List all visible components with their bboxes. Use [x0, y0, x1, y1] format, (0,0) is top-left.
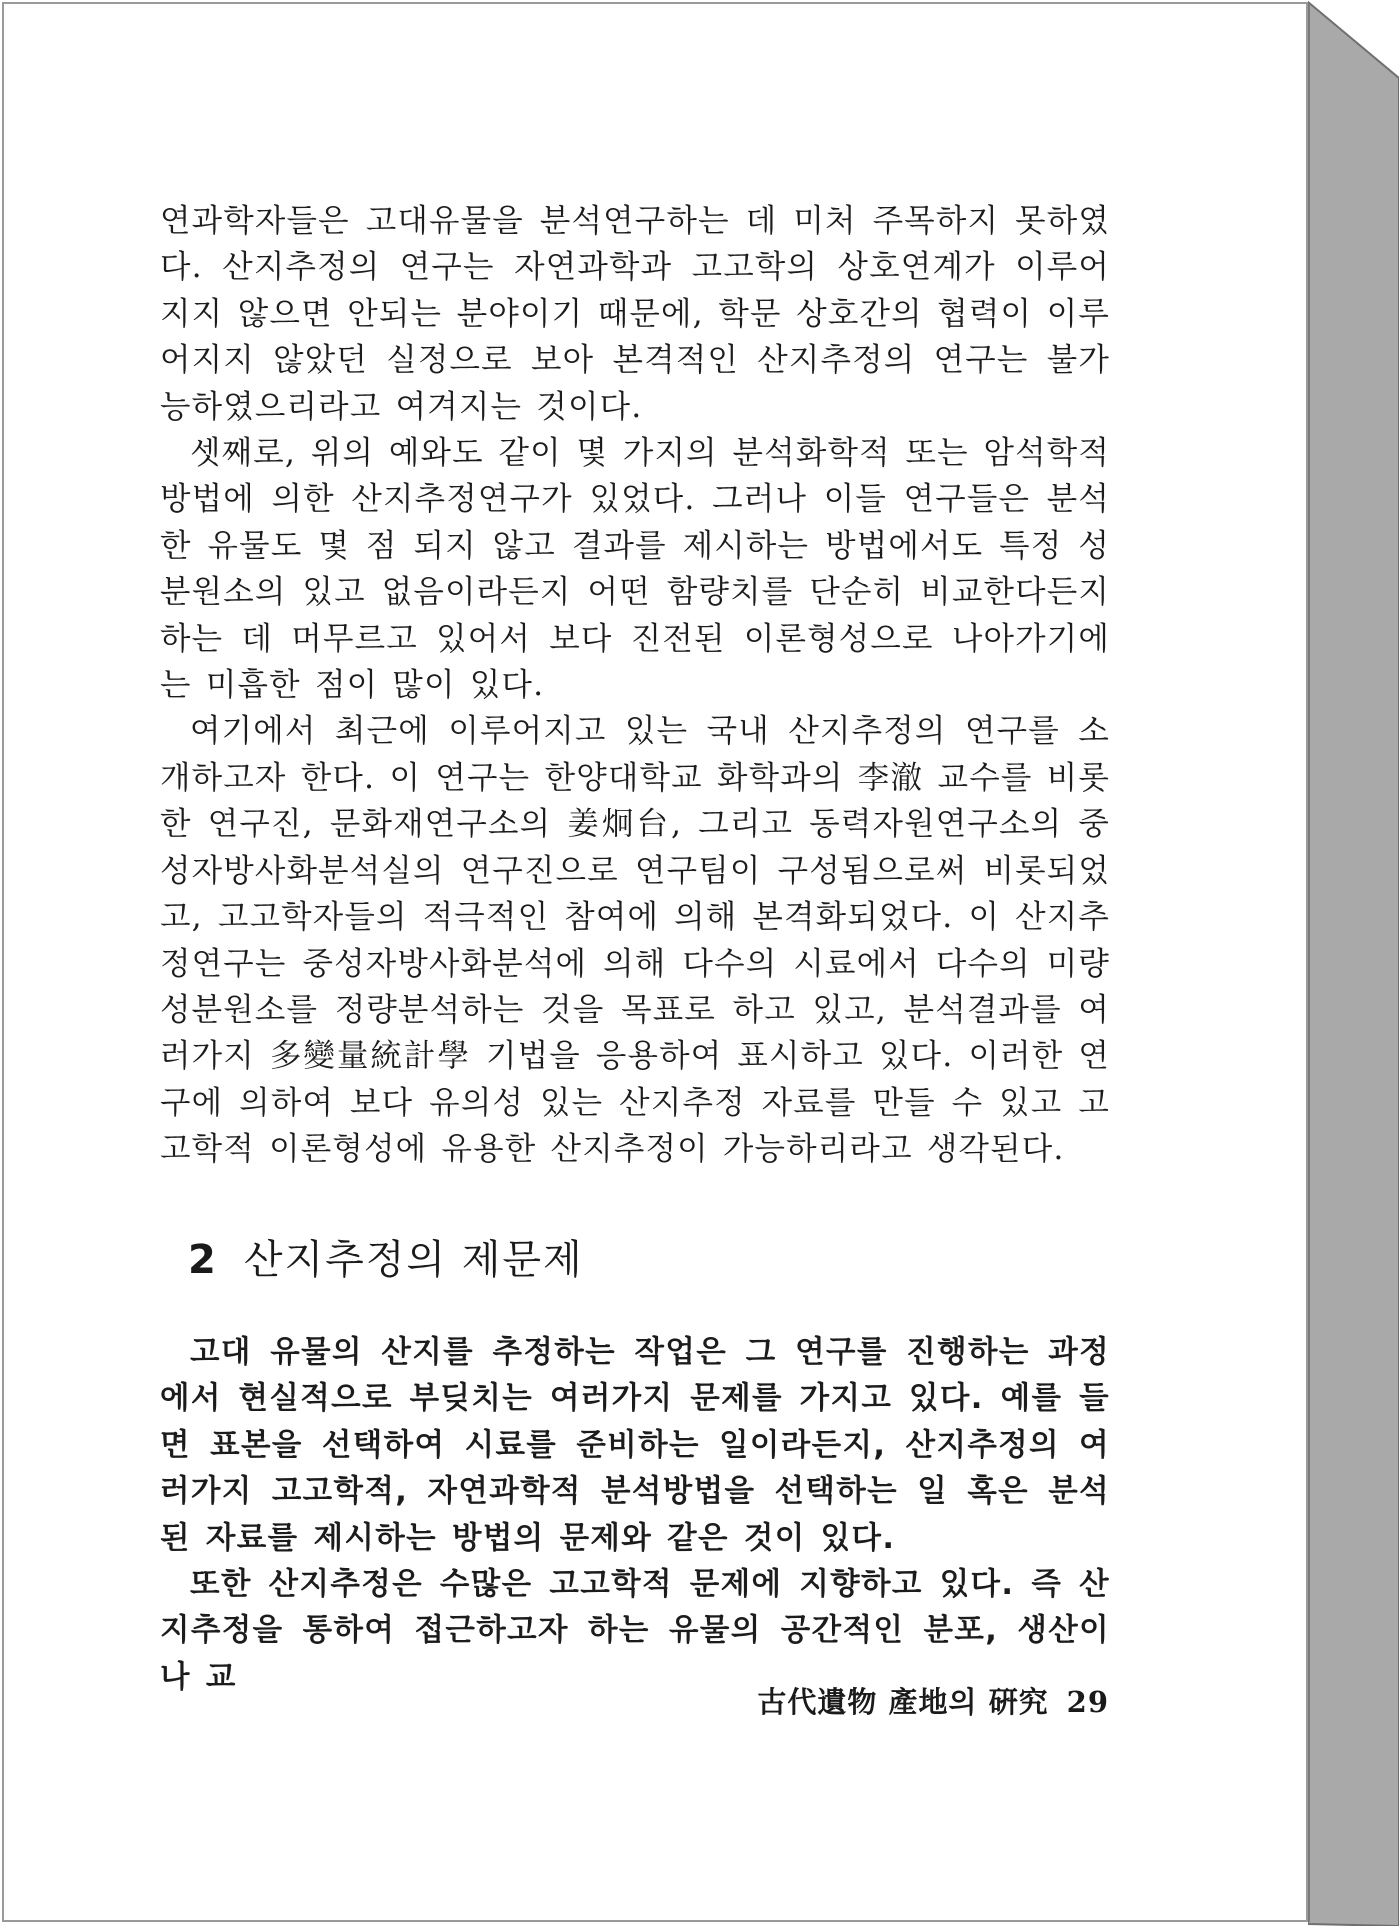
paragraph-2: 셋째로, 위의 예와도 같이 몇 가지의 분석화학적 또는 암석학적 방법에 의한 산지추정연구가 있었다. 그러나 이들 연구들은 분석한 유물도 몇 점 되지 않고 결과를 제시하는 방법에서도 특정 성분원소의 있고 없음이라든지 어떤 함량치를 단순히 비교한다든지 하는 데 머무르고 있어서 보다 진전된 이론형성으로 나아가기에는 미흡한 점이 많이 있다.	[160, 435, 1110, 704]
section-title: 산지추정의 제문제	[243, 1237, 584, 1283]
paragraph-3: 여기에서 최근에 이루어지고 있는 국내 산지추정의 연구를 소개하고자 한다. 이 연구는 한양대학교 화학과의 李澈 교수를 비롯한 연구진, 문화재연구소의 姜炯台, 그리고 동력자원연구소의 중성자방사화분석실의 연구진으로 연구팀이 구성됨으로써 비롯되었고, 고고학자들의 적극적인 참여에 의해 본격화되었다. 이 산지추정연구는 중성자방사화분석에 의해 다수의 시료에서 다수의 미량성분원소를 정량분석하는 것을 목표로 하고 있고, 분석결과를 여러가지 多變量統計學 기법을 응용하여 표시하고 있다. 이러한 연구에 의하여 보다 유의성 있는 산지추정 자료를 만들 수 있고 고고학적 이론형성에 유용한 산지추정이 가능하리라고 생각된다.	[160, 713, 1110, 1168]
upper-text-block	[160, 198, 1110, 1173]
page-footer	[757, 1680, 1109, 1721]
paragraph-5: 또한 산지추정은 수많은 고고학적 문제에 지향하고 있다. 즉 산지추정을 통하여 접근하고자 하는 유물의 공간적인 분포, 생산이나 교	[160, 1567, 1110, 1695]
paragraph-1: 연과학자들은 고대유물을 분석연구하는 데 미처 주목하지 못하였다. 산지추정의 연구는 자연과학과 고고학의 상호연계가 이루어지지 않으면 안되는 분야이기 때문에, 학문 상호간의 협력이 이루어지지 않았던 실정으로 보아 본격적인 산지추정의 연구는 불가능하였으리라고 여겨지는 것이다.	[160, 203, 1110, 425]
page-number: 29	[1066, 1685, 1109, 1719]
running-title: 古代遺物 產地의 硏究	[757, 1685, 1049, 1719]
paragraph-4: 고대 유물의 산지를 추정하는 작업은 그 연구를 진행하는 과정에서 현실적으로 부딪치는 여러가지 문제를 가지고 있다. 예를 들면 표본을 선택하여 시료를 준비하는 일이라든지, 산지추정의 여러가지 고고학적, 자연과학적 분석방법을 선택하는 일 혹은 분석된 자료를 제시하는 방법의 문제와 같은 것이 있다.	[160, 1335, 1110, 1556]
lower-text-block	[160, 1330, 1110, 1701]
section-heading	[188, 1228, 584, 1285]
section-number: 2	[188, 1237, 218, 1283]
book-edge	[1308, 0, 1399, 1926]
